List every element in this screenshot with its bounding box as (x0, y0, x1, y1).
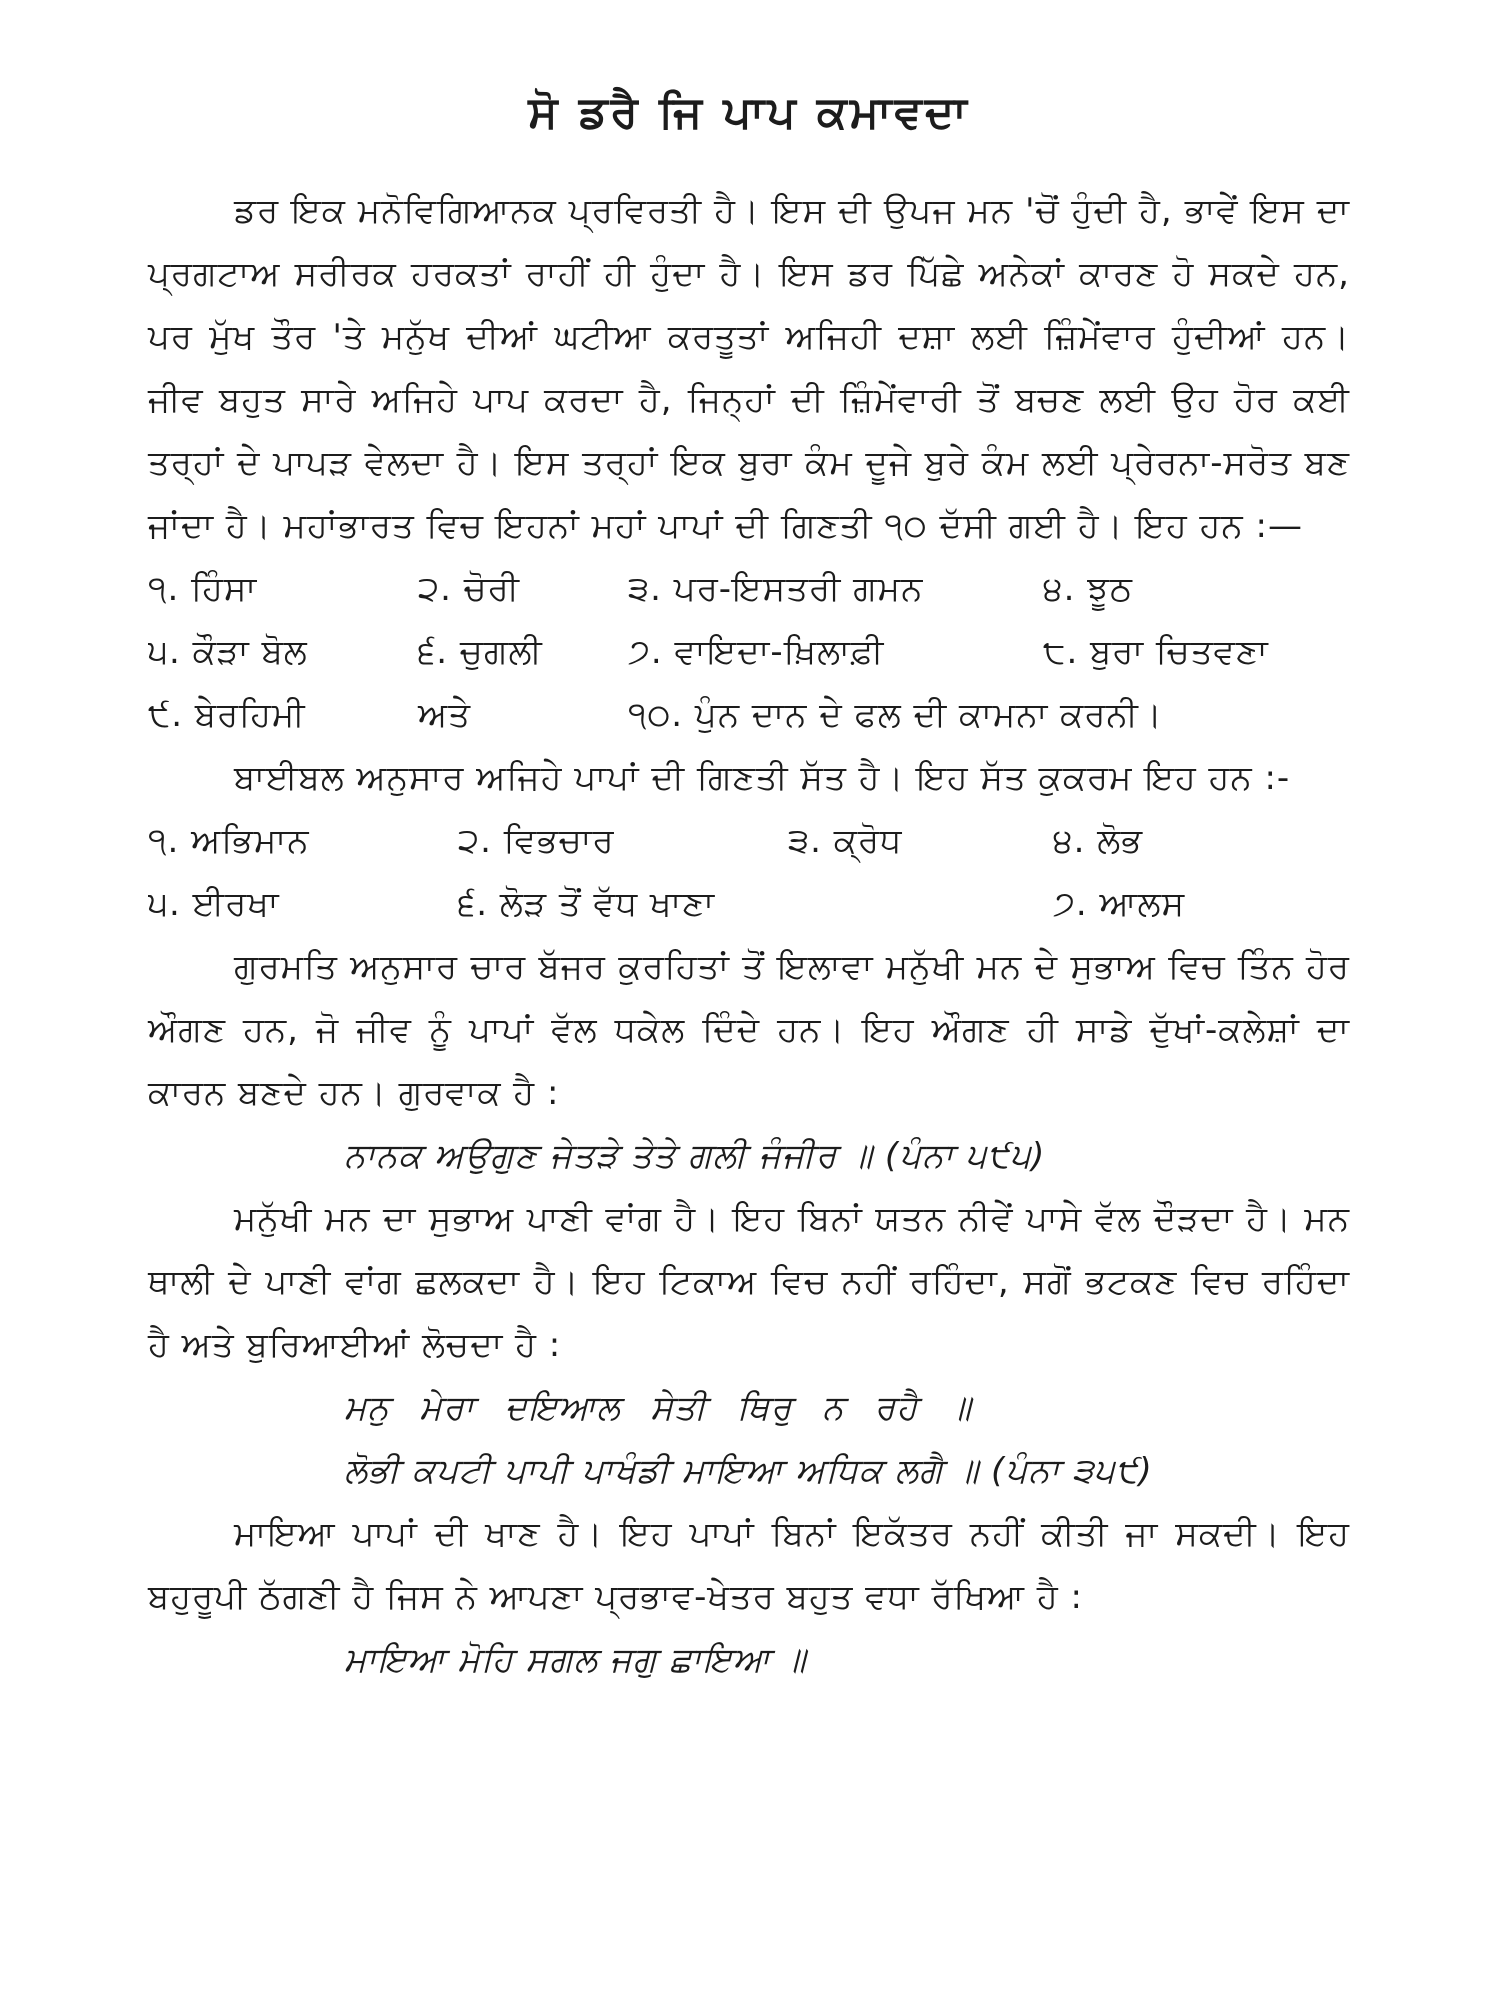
list-item: ੭. ਵਾਇਦਾ-ਖ਼ਿਲਾਫ਼ੀ (628, 632, 885, 672)
list-item: ਅਤੇ (418, 695, 471, 735)
page-title: ਸੋ ਡਰੈ ਜਿ ਪਾਪ ਕਮਾਵਦਾ (528, 87, 970, 138)
list-item: ੬. ਚੁਗਲੀ (418, 632, 543, 672)
paragraph-bible: ਬਾਈਬਲ ਅਨੁਸਾਰ ਅਜਿਹੇ ਪਾਪਾਂ ਦੀ ਗਿਣਤੀ ਸੱਤ ਹੈ। ਇਹ ਸੱਤ ਕੁਕਰਮ ਇਹ ਹਨ :- (234, 758, 1291, 798)
scripture-quote: ਲੋਭੀ ਕਪਟੀ ਪਾਪੀ ਪਾਖੰਡੀ ਮਾਇਆ ਅਧਿਕ ਲਗੈ ॥ (ਪੰਨਾ ੩੫੯) (344, 1451, 1153, 1491)
list-item: ੬. ਲੋੜ ਤੋਂ ਵੱਧ ਖਾਣਾ (458, 884, 716, 924)
list-item: ੧. ਹਿੰਸਾ (148, 569, 258, 609)
paragraph-intro: ਡਰ ਇਕ ਮਨੋਵਿਗਿਆਨਕ ਪ੍ਰਵਿਰਤੀ ਹੈ। ਇਸ ਦੀ ਉਪਜ ਮਨ 'ਚੋਂ ਹੁੰਦੀ ਹੈ, ਭਾਵੇਂ ਇਸ ਦਾ ਪ੍ਰਗਟਾਅ ਸਰੀਰਕ ਹਰਕਤਾਂ ਰਾਹੀਂ ਹੀ ਹੁੰਦਾ ਹੈ। ਇਸ ਡਰ ਪਿੱਛੇ ਅਨੇਕਾਂ ਕਾਰਣ ਹੋ ਸਕਦੇ ਹਨ, ਪਰ ਮੁੱਖ ਤੌਰ 'ਤੇ ਮਨੁੱਖ ਦੀਆਂ ਘਟੀਆ ਕਰਤੂਤਾਂ ਅਜਿਹੀ ਦਸ਼ਾ ਲਈ ਜ਼ਿੰਮੇਂਵਾਰ ਹੁੰਦੀਆਂ ਹਨ। ਜੀਵ ਬਹੁਤ ਸਾਰੇ ਅਜਿਹੇ ਪਾਪ ਕਰਦਾ ਹੈ, ਜਿਨ੍ਹਾਂ ਦੀ ਜ਼ਿੰਮੇਂਵਾਰੀ ਤੋਂ ਬਚਣ ਲਈ ਉਹ ਹੋਰ ਕਈ ਤਰ੍ਹਾਂ ਦੇ ਪਾਪੜ ਵੇਲਦਾ ਹੈ। ਇਸ ਤਰ੍ਹਾਂ ਇਕ ਬੁਰਾ ਕੰਮ ਦੂਜੇ ਬੁਰੇ ਕੰਮ ਲਈ ਪ੍ਰੇਰਨਾ-ਸਰੋਤ ਬਣ ਜਾਂਦਾ ਹੈ। ਮਹਾਂਭਾਰਤ ਵਿਚ ਇਹਨਾਂ ਮਹਾਂ ਪਾਪਾਂ ਦੀ ਗਿਣਤੀ ੧੦ ਦੱਸੀ ਗਈ ਹੈ। ਇਹ ਹਨ :— (148, 191, 1350, 546)
list-item: ੪. ਝੂਠ (1043, 569, 1133, 609)
list-item: ੧. ਅਭਿਮਾਨ (148, 821, 310, 861)
paragraph-maya: ਮਾਇਆ ਪਾਪਾਂ ਦੀ ਖਾਣ ਹੈ। ਇਹ ਪਾਪਾਂ ਬਿਨਾਂ ਇਕੱਤਰ ਨਹੀਂ ਕੀਤੀ ਜਾ ਸਕਦੀ। ਇਹ ਬਹੁਰੂਪੀ ਠੱਗਣੀ ਹੈ ਜਿਸ ਨੇ ਆਪਣਾ ਪ੍ਰਭਾਵ-ਖੇਤਰ ਬਹੁਤ ਵਧਾ ਰੱਖਿਆ ਹੈ : (148, 1514, 1350, 1617)
scripture-quote: ਮਨੁ ਮੇਰਾ ਦਇਆਲ ਸੇਤੀ ਥਿਰੁ ਨ ਰਹੈ ॥ (344, 1388, 972, 1428)
list-item: ੮. ਬੁਰਾ ਚਿਤਵਣਾ (1043, 632, 1269, 672)
list-item: ੩. ਪਰ-ਇਸਤਰੀ ਗਮਨ (628, 569, 924, 609)
scripture-quote: ਨਾਨਕ ਅਉਗੁਣ ਜੇਤੜੇ ਤੇਤੇ ਗਲੀ ਜੰਜੀਰ ॥ (ਪੰਨਾ ੫੯੫) (344, 1136, 1046, 1176)
list-item: ੪. ਲੋਭ (1053, 821, 1144, 861)
scripture-quote: ਮਾਇਆ ਮੋਹਿ ਸਗਲ ਜਗੁ ਛਾਇਆ ॥ (344, 1640, 807, 1680)
list-item: ੨. ਵਿਭਚਾਰ (458, 821, 615, 861)
paragraph-mind: ਮਨੁੱਖੀ ਮਨ ਦਾ ਸੁਭਾਅ ਪਾਣੀ ਵਾਂਗ ਹੈ। ਇਹ ਬਿਨਾਂ ਯਤਨ ਨੀਵੇਂ ਪਾਸੇ ਵੱਲ ਦੌੜਦਾ ਹੈ। ਮਨ ਥਾਲੀ ਦੇ ਪਾਣੀ ਵਾਂਗ ਛਲਕਦਾ ਹੈ। ਇਹ ਟਿਕਾਅ ਵਿਚ ਨਹੀਂ ਰਹਿੰਦਾ, ਸਗੋਂ ਭਟਕਣ ਵਿਚ ਰਹਿੰਦਾ ਹੈ ਅਤੇ ਬੁਰਿਆਈਆਂ ਲੋਚਦਾ ਹੈ : (148, 1199, 1350, 1365)
list-item: ੭. ਆਲਸ (1053, 884, 1186, 924)
list-item: ੫. ਈਰਖਾ (148, 884, 280, 924)
list-item: ੨. ਚੋਰੀ (418, 569, 520, 609)
list-item: ੫. ਕੌੜਾ ਬੋਲ (148, 632, 308, 672)
bible-sins-list (148, 810, 1350, 936)
paragraph-gurmat: ਗੁਰਮਤਿ ਅਨੁਸਾਰ ਚਾਰ ਬੱਜਰ ਕੁਰਹਿਤਾਂ ਤੋਂ ਇਲਾਵਾ ਮਨੁੱਖੀ ਮਨ ਦੇ ਸੁਭਾਅ ਵਿਚ ਤਿੰਨ ਹੋਰ ਔਗਣ ਹਨ, ਜੋ ਜੀਵ ਨੂੰ ਪਾਪਾਂ ਵੱਲ ਧਕੇਲ ਦਿੰਦੇ ਹਨ। ਇਹ ਔਗਣ ਹੀ ਸਾਡੇ ਦੁੱਖਾਂ-ਕਲੇਸ਼ਾਂ ਦਾ ਕਾਰਨ ਬਣਦੇ ਹਨ। ਗੁਰਵਾਕ ਹੈ : (148, 947, 1350, 1113)
mahabharata-sins-list (148, 558, 1350, 747)
list-item: ੩. ਕ੍ਰੋਧ (788, 821, 903, 861)
list-item: ੯. ਬੇਰਹਿਮੀ (148, 695, 306, 735)
list-item: ੧੦. ਪੁੰਨ ਦਾਨ ਦੇ ਫਲ ਦੀ ਕਾਮਨਾ ਕਰਨੀ। (628, 695, 1163, 735)
